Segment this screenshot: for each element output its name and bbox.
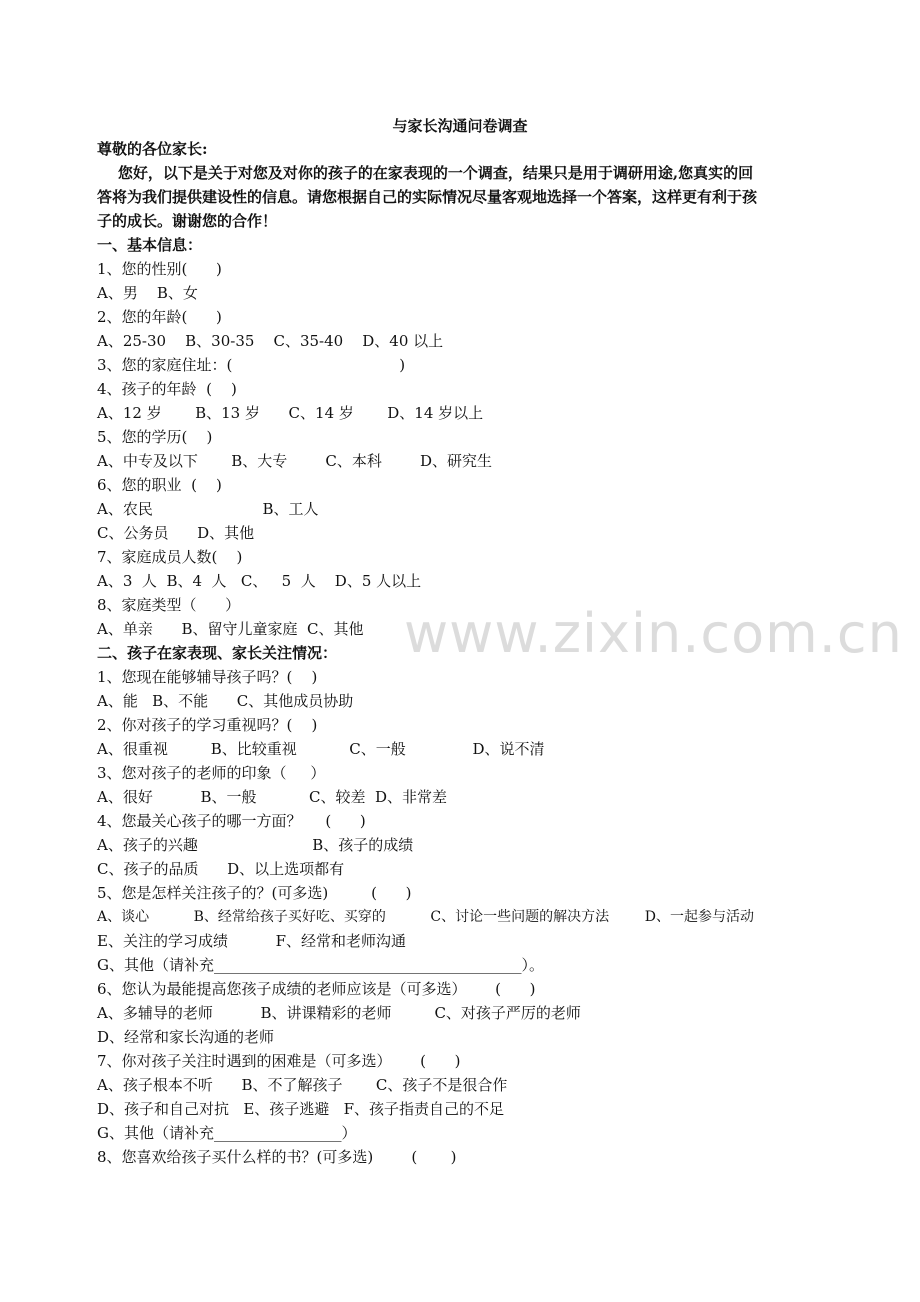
question-line: 6、您认为最能提高您孩子成绩的老师应该是（可多选） ( ) <box>97 980 536 998</box>
question-line: 5、您的学历( ) <box>97 428 213 446</box>
options-line: A、25-30 B、30-35 C、35-40 D、40 以上 <box>97 332 444 350</box>
options-line: A、单亲 B、留守儿童家庭 C、其他 <box>97 620 364 638</box>
fill-in-line: G、其他（请补充_________________） <box>97 1124 357 1142</box>
options-line: A、12 岁 B、13 岁 C、14 岁 D、14 岁以上 <box>97 404 484 422</box>
question-line: 1、您的性别( ) <box>97 260 222 278</box>
options-line: A、男 B、女 <box>97 284 198 302</box>
question-line: 2、你对孩子的学习重视吗？( ) <box>97 716 318 734</box>
options-line: A、孩子根本不听 B、不了解孩子 C、孩子不是很合作 <box>97 1076 508 1094</box>
options-line: E、关注的学习成绩 F、经常和老师沟通 <box>97 932 407 950</box>
options-line: D、经常和家长沟通的老师 <box>97 1028 275 1046</box>
options-line: C、公务员 D、其他 <box>97 524 255 542</box>
intro-line: 答将为我们提供建设性的信息。请您根据自己的实际情况尽量客观地选择一个答案，这样更有利于孩 <box>97 188 758 206</box>
question-line: 4、孩子的年龄 ( ) <box>97 380 237 398</box>
question-line: 2、您的年龄( ) <box>97 308 222 326</box>
options-line: A、很好 B、一般 C、较差 D、非常差 <box>97 788 448 806</box>
greeting: 尊敬的各位家长: <box>97 140 208 158</box>
options-line: D、孩子和自己对抗 E、孩子逃避 F、孩子指责自己的不足 <box>97 1100 504 1118</box>
question-line: 3、您的家庭住址：( ) <box>97 356 406 374</box>
question-line: 7、你对孩子关注时遇到的困难是（可多选） ( ) <box>97 1052 461 1070</box>
question-line: 3、您对孩子的老师的印象（ ） <box>97 764 326 782</box>
question-line: 1、您现在能够辅导孩子吗？( ) <box>97 668 318 686</box>
options-line: A、孩子的兴趣 B、孩子的成绩 <box>97 836 414 854</box>
question-line: 8、您喜欢给孩子买什么样的书？(可多选) ( ) <box>97 1148 457 1166</box>
options-line: A、多辅导的老师 B、讲课精彩的老师 C、对孩子严厉的老师 <box>97 1004 581 1022</box>
options-line: A、谈心 B、经常给孩子买好吃、买穿的 C、讨论一些问题的解决方法 D、一起参与活动 <box>97 909 754 925</box>
options-line: A、中专及以下 B、大专 C、本科 D、研究生 <box>97 452 493 470</box>
options-line: A、农民 B、工人 <box>97 500 319 518</box>
intro-line: 子的成长。谢谢您的合作！ <box>97 212 278 230</box>
question-line: 8、家庭类型（ ） <box>97 596 241 614</box>
options-line: A、能 B、不能 C、其他成员协助 <box>97 692 354 710</box>
section-heading-child-behavior: 二、孩子在家表现、家长关注情况： <box>97 644 338 662</box>
options-line: A、很重视 B、比较重视 C、一般 D、说不清 <box>97 740 545 758</box>
intro-line: 您好，以下是关于对您及对你的孩子的在家表现的一个调查，结果只是用于调研用途,您真实的回 <box>97 164 754 182</box>
question-line: 5、您是怎样关注孩子的？(可多选) ( ) <box>97 884 412 902</box>
question-line: 7、家庭成员人数( ) <box>97 548 243 566</box>
fill-in-line: G、其他（请补充_________________________________________）。 <box>97 956 544 974</box>
question-line: 6、您的职业 ( ) <box>97 476 222 494</box>
options-line: C、孩子的品质 D、以上选项都有 <box>97 860 345 878</box>
question-line: 4、您最关心孩子的哪一方面？ ( ) <box>97 812 366 830</box>
watermark: www.zixin.com.cn <box>404 602 903 665</box>
options-line: A、3 人 B、4 人 C、 5 人 D、5 人以上 <box>97 572 422 590</box>
section-heading-basic-info: 一、基本信息： <box>97 236 203 254</box>
document-title: 与家长沟通问卷调查 <box>392 117 528 135</box>
